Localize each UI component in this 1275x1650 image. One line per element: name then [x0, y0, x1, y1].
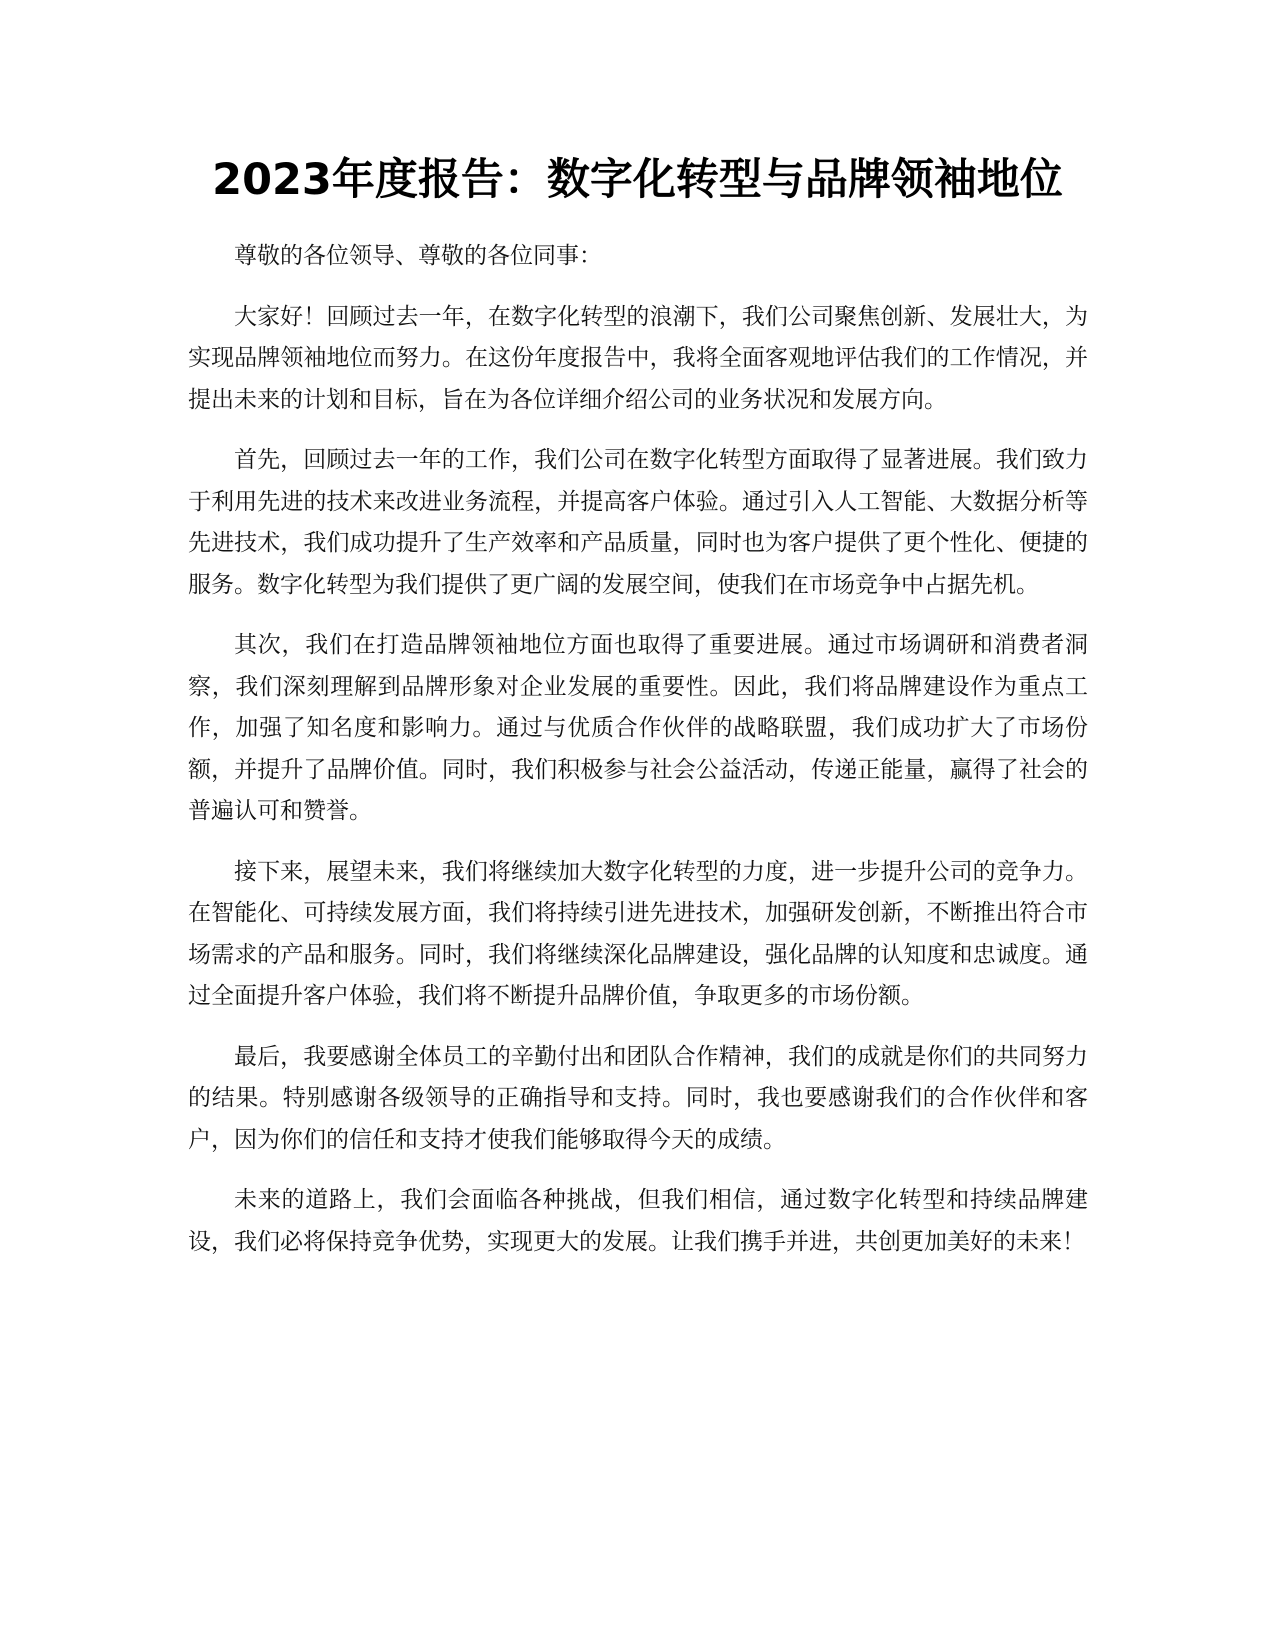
- salutation: 尊敬的各位领导、尊敬的各位同事：: [234, 243, 602, 269]
- document-title: 2023年度报告：数字化转型与品牌领袖地位: [212, 155, 1063, 205]
- document-body: [188, 236, 1088, 1282]
- paragraph-closing: 未来的道路上，我们会面临各种挑战，但我们相信，通过数字化转型和持续品牌建设，我们必将保持竞争优势，实现更大的发展。让我们携手并进，共创更加美好的未来！: [188, 1187, 1088, 1255]
- paragraph-future-outlook: 接下来，展望未来，我们将继续加大数字化转型的力度，进一步提升公司的竞争力。在智能化、可持续发展方面，我们将持续引进先进技术，加强研发创新，不断推出符合市场需求的产品和服务。同时，我们将继续深化品牌建设，强化品牌的认知度和忠诚度。通过全面提升客户体验，我们将不断提升品牌价值，争取更多的市场份额。: [188, 858, 1088, 1009]
- paragraph-greeting: 大家好！回顾过去一年，在数字化转型的浪潮下，我们公司聚焦创新、发展壮大，为实现品牌领袖地位而努力。在这份年度报告中，我将全面客观地评估我们的工作情况，并提出未来的计划和目标，旨在为各位详细介绍公司的业务状况和发展方向。: [188, 303, 1088, 413]
- paragraph-brand-leadership: 其次，我们在打造品牌领袖地位方面也取得了重要进展。通过市场调研和消费者洞察，我们深刻理解到品牌形象对企业发展的重要性。因此，我们将品牌建设作为重点工作，加强了知名度和影响力。通过与优质合作伙伴的战略联盟，我们成功扩大了市场份额，并提升了品牌价值。同时，我们积极参与社会公益活动，传递正能量，赢得了社会的普遍认可和赞誉。: [188, 632, 1088, 824]
- paragraph-acknowledgements: 最后，我要感谢全体员工的辛勤付出和团队合作精神，我们的成就是你们的共同努力的结果。特别感谢各级领导的正确指导和支持。同时，我也要感谢我们的合作伙伴和客户，因为你们的信任和支持才使我们能够取得今天的成绩。: [188, 1043, 1088, 1153]
- paragraph-digital-transformation: 首先，回顾过去一年的工作，我们公司在数字化转型方面取得了显著进展。我们致力于利用先进的技术来改进业务流程，并提高客户体验。通过引入人工智能、大数据分析等先进技术，我们成功提升了生产效率和产品质量，同时也为客户提供了更个性化、便捷的服务。数字化转型为我们提供了更广阔的发展空间，使我们在市场竞争中占据先机。: [188, 447, 1088, 598]
